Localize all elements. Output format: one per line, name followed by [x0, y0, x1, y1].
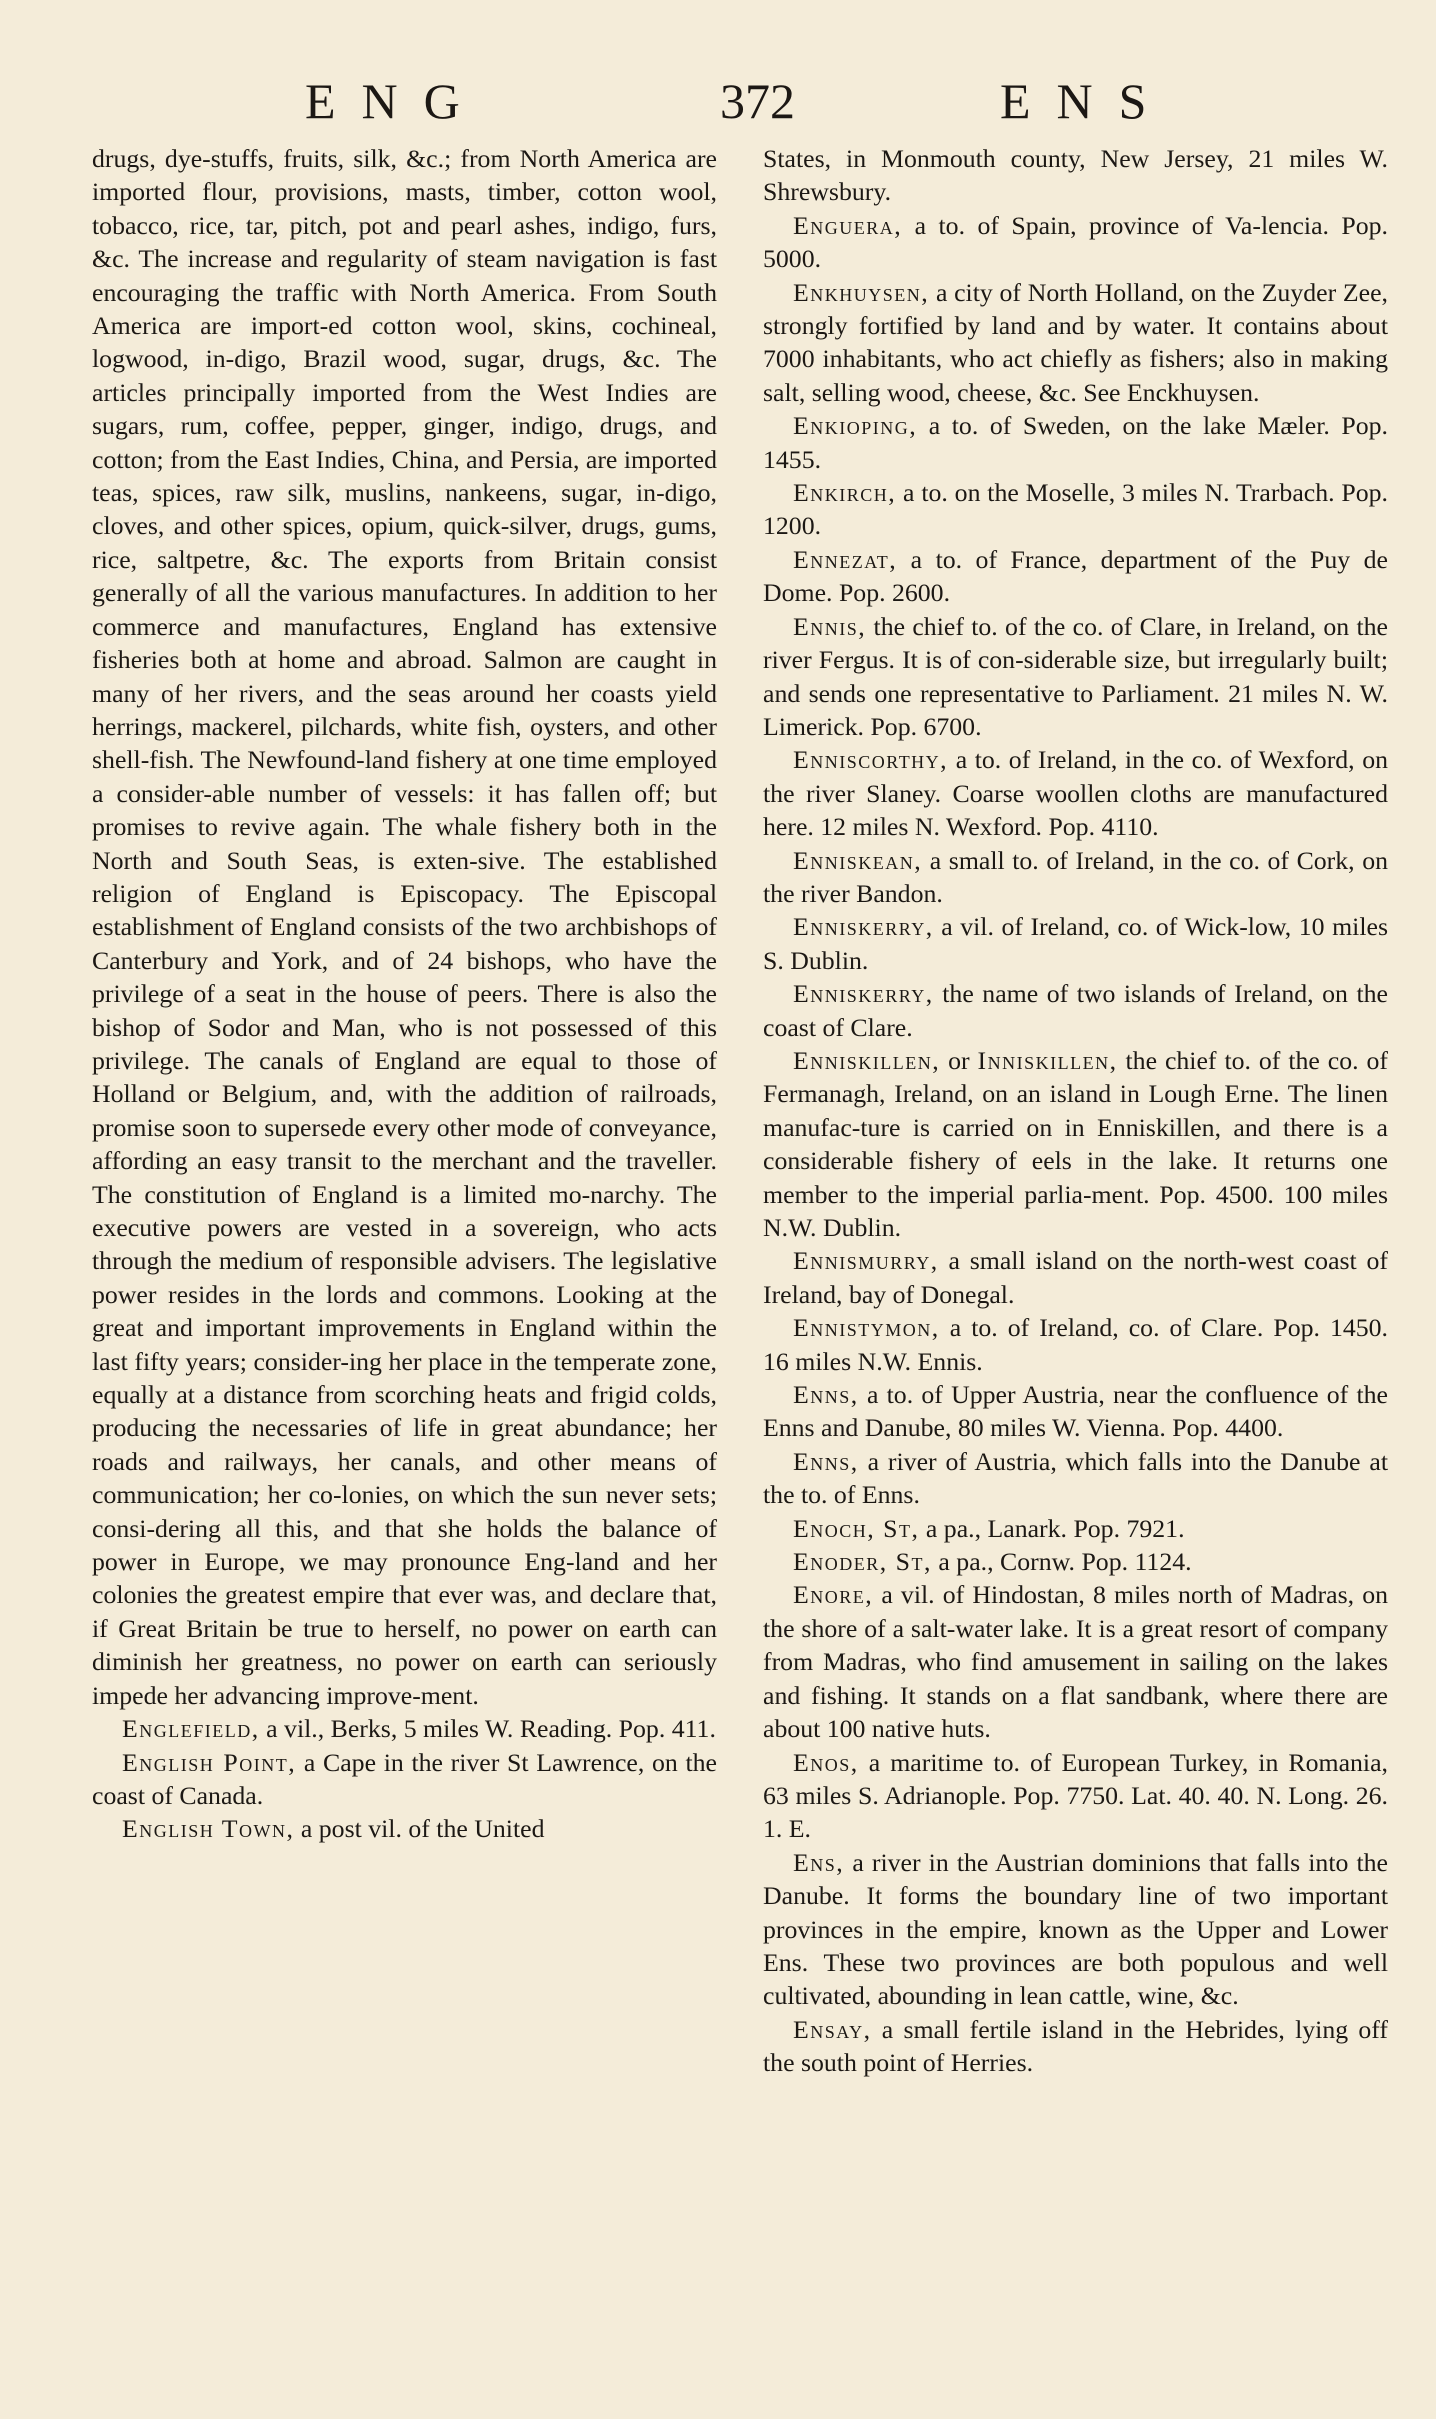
entry-headword: Enos,: [793, 1747, 859, 1777]
entry-headword: Enns,: [793, 1446, 859, 1476]
entry-text: the name of two islands of Ireland, on the coast of Clare.: [763, 979, 1388, 1042]
dictionary-entry: [763, 1512, 1388, 1545]
entry-headword: Inniskillen,: [977, 1045, 1118, 1075]
entry-headword: Enoder, St,: [793, 1547, 932, 1577]
entry-text: a to. of Ireland, in the co. of Wexford, on the river Slaney. Coarse woollen cloths are manufactured here. 12 miles N. Wexford. Pop. 4110.: [763, 745, 1388, 842]
dictionary-entry: [763, 209, 1388, 276]
header-right-guide-word: ENS: [1000, 73, 1173, 129]
entry-text: a to. of France, department of the Puy de Dome. Pop. 2600.: [763, 544, 1388, 608]
header-left-guide-word: ENG: [305, 73, 486, 129]
entry-headword: Enniskean,: [793, 845, 923, 875]
entry-text: the chief to. of the co. of Fermanagh, Ireland, on an island in Lough Erne. The linen manufac-ture is carried on in Enniskillen, and there is a considerable fishery of eels in the lake. It returns one member to the imperial parlia-ment. Pop. 4500. 100 miles N.W. Dublin.: [763, 1045, 1388, 1242]
entry-headword: Ennezat,: [793, 544, 898, 574]
entry-text: a pa., Lanark. Pop. 7921.: [919, 1513, 1185, 1543]
entry-continuation: [763, 142, 1388, 209]
entry-headword: Enniscorthy,: [793, 745, 949, 775]
entry-text: a pa., Cornw. Pop. 1124.: [931, 1547, 1192, 1577]
entry-headword: English Point,: [122, 1747, 297, 1777]
entry-text: a to. on the Moselle, 3 miles N. Trarbach. Pop. 1200.: [763, 478, 1388, 541]
entry-text: a small to. of Ireland, in the co. of Cork, on the river Bandon.: [763, 845, 1388, 908]
entry-headword: Enns,: [793, 1380, 859, 1410]
entry-headword: Englefield,: [122, 1714, 260, 1744]
dictionary-entry: [763, 743, 1388, 843]
entry-text: a Cape in the river St Lawrence, on the coast of Canada.: [92, 1747, 717, 1810]
entry-text: a post vil. of the United: [294, 1814, 545, 1844]
entry-text: a river in the Austrian dominions that falls into the Danube. It forms the boundary line of two important provinces in the empire, known as the Upper and Lower Ens. These two provinces are both populous and well cultivated, abounding in lean cattle, wine, &c.: [763, 1847, 1388, 2011]
dictionary-entry: [763, 910, 1388, 977]
entry-text: a vil., Berks, 5 miles W. Reading. Pop. 411.: [259, 1714, 716, 1744]
page-number: 372: [720, 73, 795, 129]
entry-headword: Enoch, St,: [793, 1513, 920, 1543]
entry-headword: Enore,: [793, 1580, 874, 1610]
dictionary-entry: [763, 543, 1388, 610]
page-header: [0, 72, 1436, 142]
entry-headword: Enkioping,: [793, 411, 918, 441]
entry-headword: Enkirch,: [793, 478, 897, 508]
dictionary-entry: [763, 1578, 1388, 1745]
entry-text: a to. of Upper Austria, near the confluence of the Enns and Danube, 80 miles W. Vienna. Pop. 4400.: [763, 1380, 1388, 1443]
dictionary-entry: [763, 1311, 1388, 1378]
dictionary-entry: [763, 610, 1388, 744]
entry-text: or: [940, 1045, 978, 1075]
dictionary-entry: [763, 1378, 1388, 1445]
dictionary-entry: [92, 1746, 717, 1813]
entry-headword: Ennis,: [793, 611, 867, 641]
entry-headword: Enkhuysen,: [793, 277, 930, 307]
entry-text: a vil. of Ireland, co. of Wick-low, 10 miles S. Dublin.: [763, 912, 1388, 975]
entry-headword: Ennismurry,: [793, 1246, 939, 1276]
entry-headword: Ensay,: [793, 2014, 872, 2044]
entry-text: a river of Austria, which falls into the Danube at the to. of Enns.: [763, 1446, 1388, 1510]
dictionary-entry: [763, 276, 1388, 410]
entry-headword: Ennistymon,: [793, 1313, 940, 1343]
dictionary-entry: [763, 977, 1388, 1044]
entry-text: a small fertile island in the Hebrides, lying off the south point of Herries.: [763, 2014, 1388, 2078]
entry-text: States, in Monmouth county, New Jersey, 21 miles W. Shrewsbury.: [763, 144, 1388, 207]
entry-text: drugs, dye-stuffs, fruits, silk, &c.; from North America are imported flour, provisions, masts, timber, cotton wool, tobacco, rice, tar, pitch, pot and pearl ashes, indigo, furs, &c. The increase and regularity of steam navigation is fast encouraging the traffic with North America. From South America are import-ed cotton wool, skins, cochineal, logwood, in-digo, Brazil wood, sugar, drugs, &c. The articles principally imported from the West Indies are sugars, rum, coffee, pepper, ginger, indigo, drugs, and cotton; from the East Indies, China, and Persia, are imported teas, spices, raw silk, muslins, nankeens, sugar, in-digo, cloves, and other spices, opium, quick-silver, drugs, gums, rice, saltpetre, &c. The exports from Britain consist generally of all the various manufactures. In addition to her commerce and manufactures, England has extensive fisheries both at home and abroad. Salmon are caught in many of her rivers, and the seas around her coasts yield herrings, mackerel, pilchards, white fish, oysters, and other shell-fish. The Newfound-land fishery at one time employed a consider-able number of vessels: it has fallen off; but promises to revive again. The whale fishery both in the North and South Seas, is exten-sive. The established religion of England is Episcopacy. The Episcopal establishment of England consists of the two archbishops of Canterbury and York, and of 24 bishops, who have the privilege of a seat in the house of peers. There is also the bishop of Sodor and Man, who is not possessed of this privilege. The canals of England are equal to those of Holland or Belgium, and, with the addition of railroads, promise soon to supersede every other mode of conveyance, affording an easy transit to the merchant and the traveller. The constitution of England is a limited mo-narchy. The executive powers are vested in a sovereign, who acts through the medium of responsible advisers. The legislative power resides in the lords and commons. Looking at the great and important improvements in England within the last fifty years; consider-ing her place in the temperate zone, equally at a distance from scorching heats and frigid colds, producing the necessaries of life in great abundance; her roads and railways, her canals, and other means of communication; her co-lonies, on which the sun never sets; consi-dering all this, and that she holds the balance of power in Europe, we may pronounce Eng-land and her colonies the greatest empire that ever was, and declare that, if Great Britain be true to herself, no power on earth can diminish her greatness, no power on earth can seriously impede her advancing improve-ment.: [92, 144, 717, 1710]
dictionary-entry: [763, 844, 1388, 911]
dictionary-entry: [763, 1044, 1388, 1244]
dictionary-entry: [763, 2013, 1388, 2080]
dictionary-entry: [763, 1445, 1388, 1512]
entry-text: the chief to. of the co. of Clare, in Ireland, on the river Fergus. It is of con-siderable size, but irregularly built; and sends one representative to Parliament. 21 miles N. W. Limerick. Pop. 6700.: [763, 611, 1388, 741]
dictionary-entry: [763, 476, 1388, 543]
entry-text: a to. of Ireland, co. of Clare. Pop. 1450. 16 miles N.W. Ennis.: [763, 1313, 1388, 1376]
right-column: [763, 142, 1388, 2080]
entry-headword: Enguera,: [793, 210, 903, 240]
entry-text: a vil. of Hindostan, 8 miles north of Madras, on the shore of a salt-water lake. It is a great resort of company from Madras, who find amusement in sailing on the lakes and fishing. It stands on a flat sandbank, where there are about 100 native huts.: [763, 1580, 1388, 1744]
dictionary-entry: [763, 1545, 1388, 1578]
entry-continuation: [92, 142, 717, 1712]
entry-headword: Enniskillen,: [793, 1045, 941, 1075]
entry-text: a maritime to. of European Turkey, in Romania, 63 miles S. Adrianople. Pop. 7750. Lat. 40. 40. N. Long. 26. 1. E.: [763, 1747, 1388, 1844]
entry-text: a to. of Spain, province of Va-lencia. Pop. 5000.: [763, 210, 1388, 274]
dictionary-entry: [92, 1812, 717, 1845]
entry-headword: English Town,: [122, 1814, 295, 1844]
entry-headword: Enniskerry,: [793, 979, 934, 1009]
entry-text: a city of North Holland, on the Zuyder Zee, strongly fortified by land and by water. It contains about 7000 inhabitants, who act chiefly as fishers; also in making salt, selling wood, cheese, &c. See Enckhuysen.: [763, 277, 1388, 407]
dictionary-entry: [763, 409, 1388, 476]
dictionary-entry: [763, 1846, 1388, 2013]
entry-text: a small island on the north-west coast of Ireland, bay of Donegal.: [763, 1246, 1388, 1309]
dictionary-entry: [763, 1746, 1388, 1846]
dictionary-entry: [92, 1712, 717, 1745]
left-column: [92, 142, 717, 1846]
dictionary-entry: [763, 1244, 1388, 1311]
entry-text: a to. of Sweden, on the lake Mæler. Pop. 1455.: [763, 411, 1388, 474]
entry-headword: Ens,: [793, 1847, 845, 1877]
entry-headword: Enniskerry,: [793, 912, 934, 942]
